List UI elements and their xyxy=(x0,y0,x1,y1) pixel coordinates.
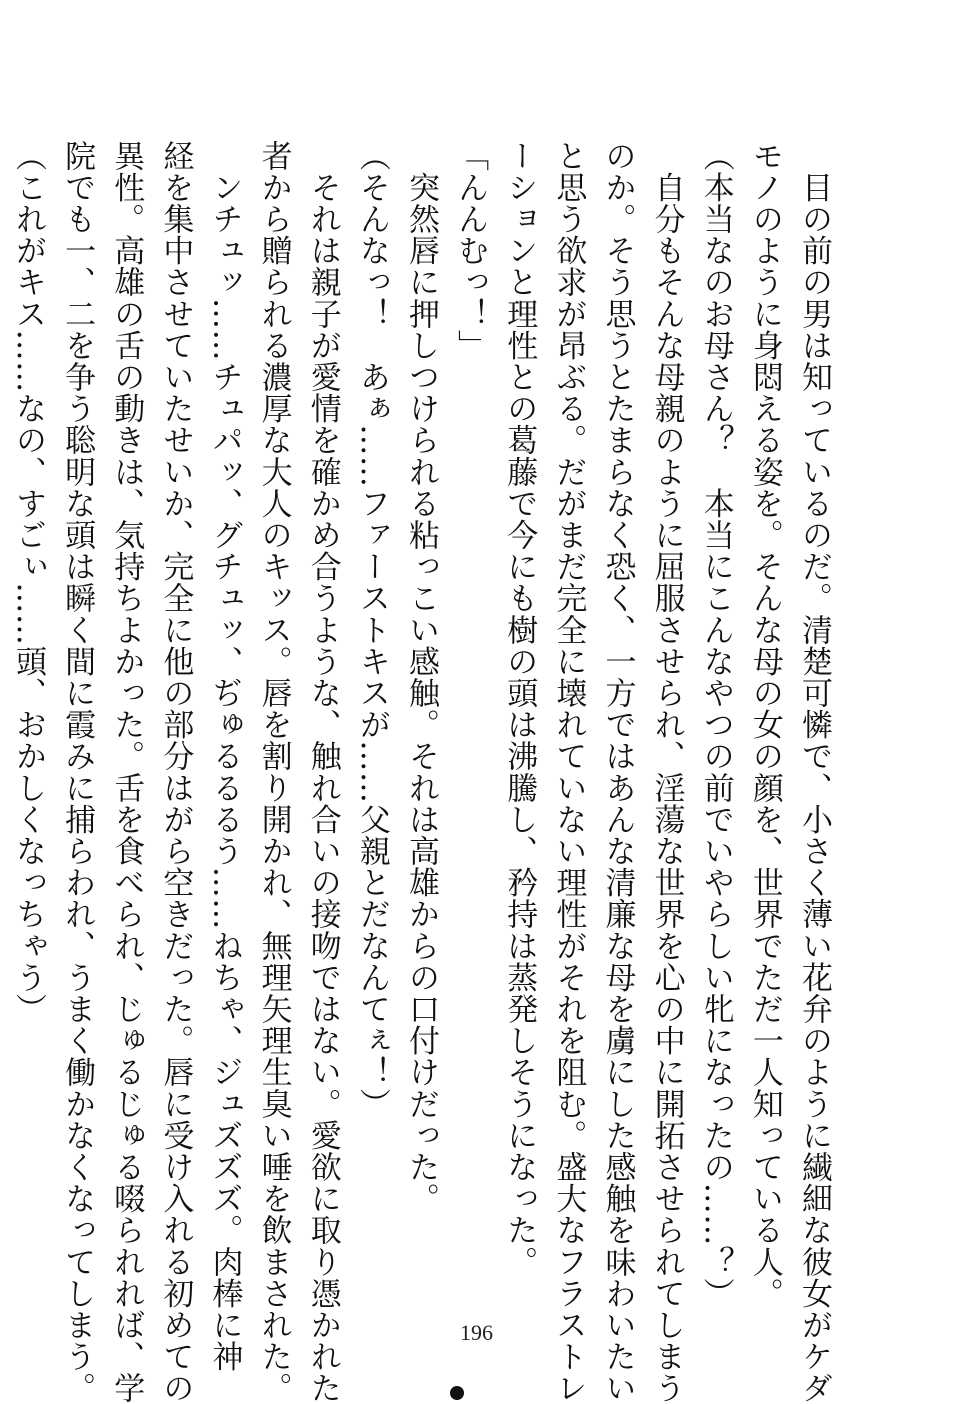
text-line-8: 「んんむっ！」 xyxy=(452,140,489,362)
text-line-13: ンチュッ……チュパッ、グチュッ、ぢゅるるるう……ねちゃ、ジュズズズ。肉棒に神 xyxy=(206,140,243,1373)
text-line-11: それは親子が愛情を確かめ合うような、触れ合いの接吻ではない。愛欲に取り憑かれた xyxy=(304,140,341,1404)
text-line-1: 目の前の男は知っているのだ。清楚可憐で、小さく薄い花弁のように繊細な彼女がケダ xyxy=(796,140,832,1404)
text-line-6: と思う欲求が昂ぶる。だがまだ完全に壊れていない理性がそれを阻む。盛大なフラストレ xyxy=(550,140,587,1404)
text-line-7: ーションと理性との葛藤で今にも樹の頭は沸騰し、矜持は蒸発しそうになった。 xyxy=(501,140,538,1278)
text-line-5: のか。そう思うとたまらなく恐く、一方ではあんな清廉な母を虜にした感触を味わいたい xyxy=(599,140,636,1404)
text-line-9: 突然唇に押しつけられる粘っこい感触。それは高雄からの口付けだった。 xyxy=(403,140,439,1215)
text-line-12: 者から贈られる濃厚な大人のキッス。唇を割り開かれ、無理矢理生臭い唾を飲まされた。 xyxy=(255,140,292,1404)
text-line-4: 自分もそんな母親のように屈服させられ、淫蕩な世界を心の中に開拓させられてしまう xyxy=(648,140,685,1404)
text-line-17: （これがキス……なの、すごぃ……頭、おかしくなっちゃう） xyxy=(10,140,46,1025)
text-line-10: （そんなっ！ あぁ……ファーストキスが……父親とだなんてぇ！） xyxy=(353,140,390,1120)
text-line-2: モノのように身悶える姿を。そんな母の女の顔を、世界でただ一人知っている人。 xyxy=(746,140,783,1310)
text-line-15: 異性。高雄の舌の動きは、気持ちよかった。舌を食べられ、じゅるじゅる啜られれば、学 xyxy=(108,140,145,1404)
text-line-3: （本当なのお母さん？ 本当にこんなやつの前でいやらしい牝になったの……？） xyxy=(697,140,734,1310)
page-number: 196 xyxy=(460,1320,493,1345)
text-line-16: 院でも一、二を争う聡明な頭は瞬く間に霞みに捕らわれ、うまく働かなくなってしまう。 xyxy=(59,140,96,1404)
text-line-14: 経を集中させていたせいか、完全に他の部分はがら空きだった。唇に受け入れる初めての xyxy=(157,140,194,1404)
page-marker-dot xyxy=(450,1386,464,1400)
